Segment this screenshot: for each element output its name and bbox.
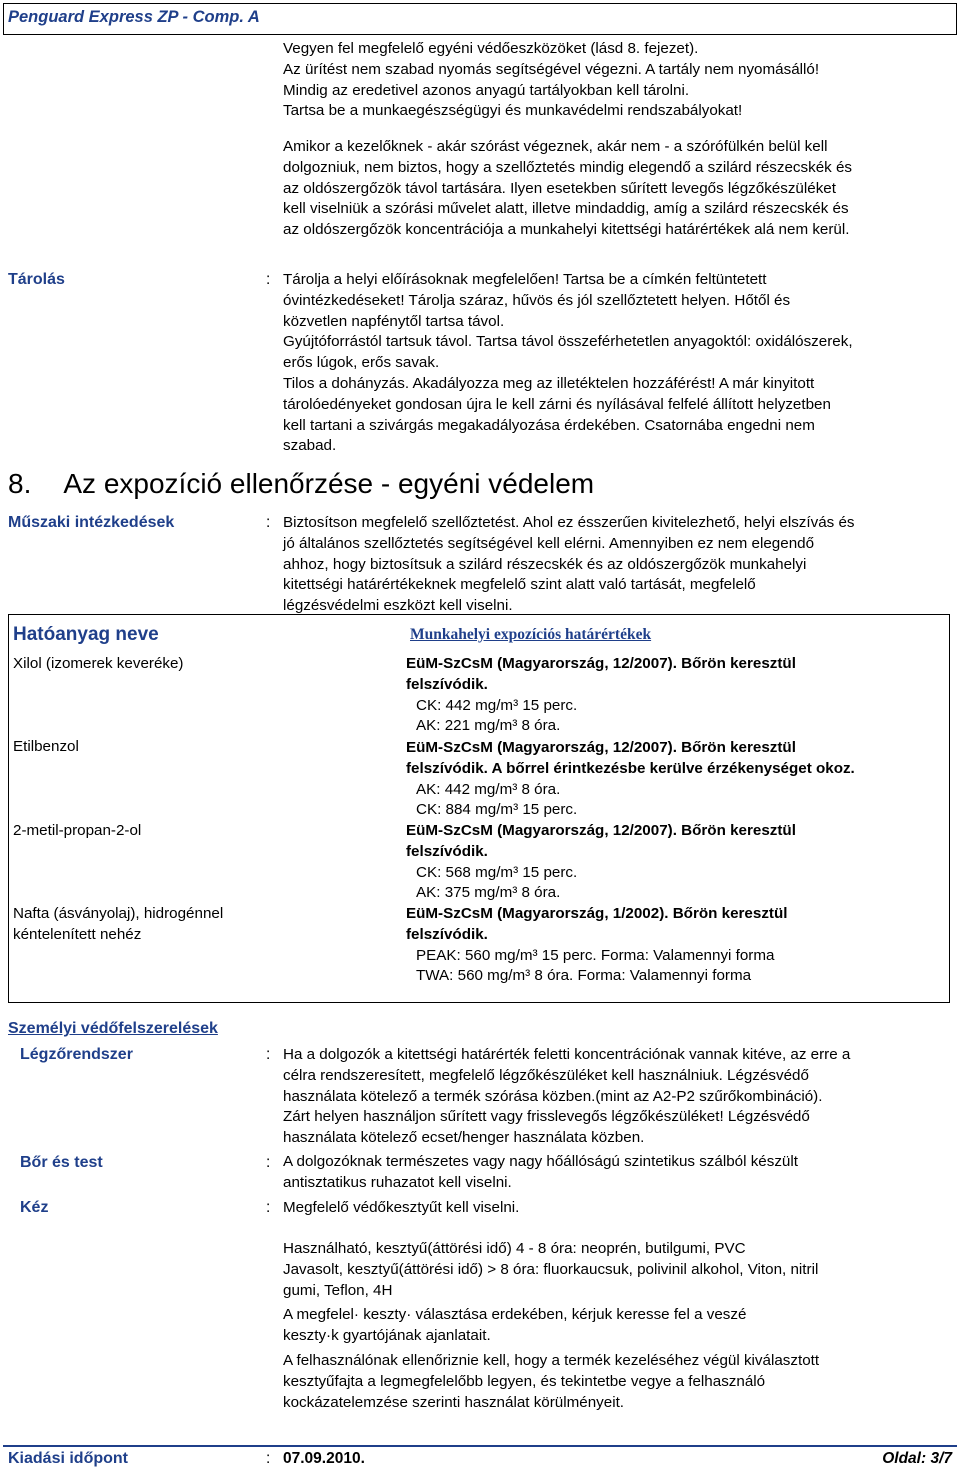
table-row-substance xyxy=(13,737,79,758)
storage-label: Tárolás xyxy=(8,271,65,288)
engineering-colon: : xyxy=(266,514,271,531)
paragraph-line: az oldószergőzök koncentrációja a munkahelyi kitettségi határértékek alá nem kerül. xyxy=(283,221,850,239)
limit-source: EüM-SzCsM (Magyarország, 12/2007). Bőrön keresztül xyxy=(406,739,796,756)
substance-name: Nafta (ásványolaj), hidrogénnel xyxy=(13,905,224,922)
limit-value: AK: 442 mg/m³ 8 óra. xyxy=(416,780,561,798)
table-row-limits xyxy=(406,904,787,987)
limit-source: felszívódik. A bőrrel érintkezésbe kerülve érzékenységet okoz. xyxy=(406,759,855,777)
substance-name: 2-metil-propan-2-ol xyxy=(13,822,142,839)
footer-colon: : xyxy=(266,1450,271,1467)
engineering-text xyxy=(283,513,855,617)
glove-line: A felhasználónak ellenőriznie kell, hogy a termék kezeléséhez végül kiválasztott xyxy=(283,1352,820,1369)
engineering-line: ahhoz, hogy biztosítsuk a szilárd részecskék és az oldószergőzök munkahelyi xyxy=(283,555,807,573)
page-number: Oldal: 3/7 xyxy=(882,1450,952,1467)
limit-source: felszívódik. xyxy=(406,842,488,860)
substance-name: Etilbenzol xyxy=(13,738,79,755)
storage-line: Tilos a dohányzás. Akadályozza meg az illetéktelen hozzáférést! A már kinyitott xyxy=(283,374,815,392)
glove-selection-note xyxy=(283,1305,746,1347)
substance-name: kéntelenített nehéz xyxy=(13,925,142,943)
storage-colon: : xyxy=(266,271,271,288)
glove-line: A megfelel· keszty· választása erdekében, kérjuk keresse fel a veszé xyxy=(283,1306,747,1323)
skin-line: A dolgozóknak természetes vagy nagy hőállóságú szintetikus szálból készült xyxy=(283,1153,798,1170)
respiratory-colon: : xyxy=(266,1046,271,1063)
glove-line: Javasolt, kesztyű(áttörési idő) > 8 óra: fluorkaucsuk, polivinil alkohol, Viton, nitril xyxy=(283,1260,819,1278)
skin-colon: : xyxy=(266,1154,271,1171)
document-title: Penguard Express ZP - Comp. A xyxy=(8,8,260,26)
storage-line: szabad. xyxy=(283,437,337,455)
limit-source: EüM-SzCsM (Magyarország, 12/2007). Bőrön keresztül xyxy=(406,655,796,672)
respiratory-line: használata kötelező a termék szórása közben.(mint az A2-P2 szűrőkombináció). xyxy=(283,1087,823,1105)
intro-line: Mindig az eredetivel azonos anyagú tartályokban kell tárolni. xyxy=(283,81,690,99)
skin-text xyxy=(283,1152,798,1194)
issue-date: 07.09.2010. xyxy=(283,1450,365,1467)
skin-line: antisztatikus ruhazatot kell viselni. xyxy=(283,1173,512,1191)
limit-source: felszívódik. xyxy=(406,925,488,943)
glove-line: kockázatelemzése szerinti használat körülményeit. xyxy=(283,1393,625,1411)
limit-source: EüM-SzCsM (Magyarország, 12/2007). Bőrön keresztül xyxy=(406,822,796,839)
glove-recommendations xyxy=(283,1239,818,1301)
intro-line: Az ürítést nem szabad nyomás segítségével végezni. A tartály nem nyomásálló! xyxy=(283,60,820,78)
engineering-line: jó általános szellőztetés segítségével kell elérni. Amennyiben ez nem elegendő xyxy=(283,534,815,552)
storage-line: óvintézkedéseket! Tárolja száraz, hűvös és jól szellőztetett helyen. Hőtől és xyxy=(283,291,791,309)
engineering-line: légzésvédelmi eszközt kell viselni. xyxy=(283,597,513,615)
substance-name: Xilol (izomerek keveréke) xyxy=(13,655,184,672)
glove-line: kesztyűfajta a legmegfelelőbb legyen, és tekintetbe vegye a felhasználó xyxy=(283,1372,766,1390)
table-row-limits xyxy=(406,821,796,904)
engineering-line: Biztosítson megfelelő szellőztetést. Ahol ez ésszerűen kivitelezhető, helyi elszívás és xyxy=(283,514,855,531)
table-row-substance xyxy=(13,654,184,675)
intro-paragraph xyxy=(283,137,852,241)
footer-rule xyxy=(3,1445,957,1447)
glove-user-note xyxy=(283,1351,819,1413)
intro-lines xyxy=(283,39,819,122)
paragraph-line: az oldószergőzök távol tartására. Ilyen esetekben sűrített levegős légzőkészüléket xyxy=(283,179,836,197)
paragraph-line: Amikor a kezelőknek - akár szórást végeznek, akár nem - a szórófülkén belül kell xyxy=(283,138,828,155)
table-row-substance xyxy=(13,904,223,946)
storage-line: közvetlen napfénytől tartsa távol. xyxy=(283,312,505,330)
storage-text xyxy=(283,270,853,457)
paragraph-line: dolgozniuk, nem biztos, hogy a szellőztetés mindig elegendő a szilárd részecskék és xyxy=(283,158,852,176)
limit-value: CK: 568 mg/m³ 15 perc. xyxy=(416,863,578,881)
skin-label: Bőr és test xyxy=(20,1154,103,1171)
storage-line: tárolóedényeket gondosan újra le kell zárni és nyílásával felfelé állított helyzetben xyxy=(283,395,831,413)
intro-line: Vegyen fel megfelelő egyéni védőeszközöket (lásd 8. fejezet). xyxy=(283,40,699,57)
limit-value: PEAK: 560 mg/m³ 15 perc. Forma: Valamennyi forma xyxy=(416,946,775,964)
limit-value: TWA: 560 mg/m³ 8 óra. Forma: Valamennyi forma xyxy=(416,967,752,985)
column-header-substance: Hatóanyag neve xyxy=(13,624,159,645)
column-header-limits: Munkahelyi expozíciós határértékek xyxy=(410,626,652,643)
section-title: Az expozíció ellenőrzése - egyéni védelem xyxy=(63,468,595,499)
storage-line: erős lúgok, erős savak. xyxy=(283,354,440,372)
issue-date-label: Kiadási időpont xyxy=(8,1450,128,1467)
hand-colon: : xyxy=(266,1199,271,1216)
intro-line: Tartsa be a munkaegészségügyi és munkavédelmi rendszabályokat! xyxy=(283,102,743,120)
limit-value: AK: 375 mg/m³ 8 óra. xyxy=(416,884,561,902)
limit-source: EüM-SzCsM (Magyarország, 1/2002). Bőrön keresztül xyxy=(406,905,788,922)
ppe-heading: Személyi védőfelszerelések xyxy=(8,1020,218,1037)
storage-line: Gyújtóforrástól tartsuk távol. Tartsa távol összeférhetetlen anyagoktól: oxidálószerek, xyxy=(283,333,853,351)
paragraph-line: kell viselniük a szórási művelet alatt, illetve mindaddig, amíg a szilárd részecskék és xyxy=(283,200,849,218)
storage-line: kell tartani a szivárgás megakadályozása érdekében. Csatornába engedni nem xyxy=(283,416,815,434)
engineering-label: Műszaki intézkedések xyxy=(8,514,175,531)
hand-line: Megfelelő védőkesztyűt kell viselni. xyxy=(283,1199,520,1216)
limit-source: felszívódik. xyxy=(406,675,488,693)
respiratory-line: használata kötelező ecset/henger használata közben. xyxy=(283,1129,645,1147)
respiratory-line: Ha a dolgozók a kitettségi határérték feletti koncentrációnak vannak kitéve, az erre a xyxy=(283,1046,851,1063)
respiratory-line: célra rendszeresített, megfelelő légzőkészüléket kell használniuk. Légzésvédő xyxy=(283,1066,809,1084)
limit-value: CK: 884 mg/m³ 15 perc. xyxy=(416,801,578,819)
storage-line: Tárolja a helyi előírásoknak megfelelően! Tartsa be a címkén feltüntetett xyxy=(283,271,767,288)
respiratory-label: Légzőrendszer xyxy=(20,1046,133,1063)
limit-value: CK: 442 mg/m³ 15 perc. xyxy=(416,696,578,714)
hand-label: Kéz xyxy=(20,1199,49,1216)
table-row-substance xyxy=(13,821,141,842)
respiratory-text xyxy=(283,1045,850,1149)
respiratory-line: Zárt helyen használjon sűrített vagy frisslevegős légzőkészüléket! Légzésvédő xyxy=(283,1108,810,1126)
section-heading xyxy=(8,468,594,500)
glove-line: keszty·k gyartójának ajanlatait. xyxy=(283,1326,491,1344)
table-row-limits xyxy=(406,738,855,821)
limit-value: AK: 221 mg/m³ 8 óra. xyxy=(416,717,561,735)
glove-line: Használható, kesztyű(áttörési idő) 4 - 8 óra: neoprén, butilgumi, PVC xyxy=(283,1240,746,1257)
engineering-line: kitettségi határértékeknek megfelelő szint alatt való tartását, megfelelő xyxy=(283,576,756,594)
table-row-limits xyxy=(406,654,796,737)
section-number: 8. xyxy=(8,468,32,499)
glove-line: gumi, Teflon, 4H xyxy=(283,1281,393,1299)
